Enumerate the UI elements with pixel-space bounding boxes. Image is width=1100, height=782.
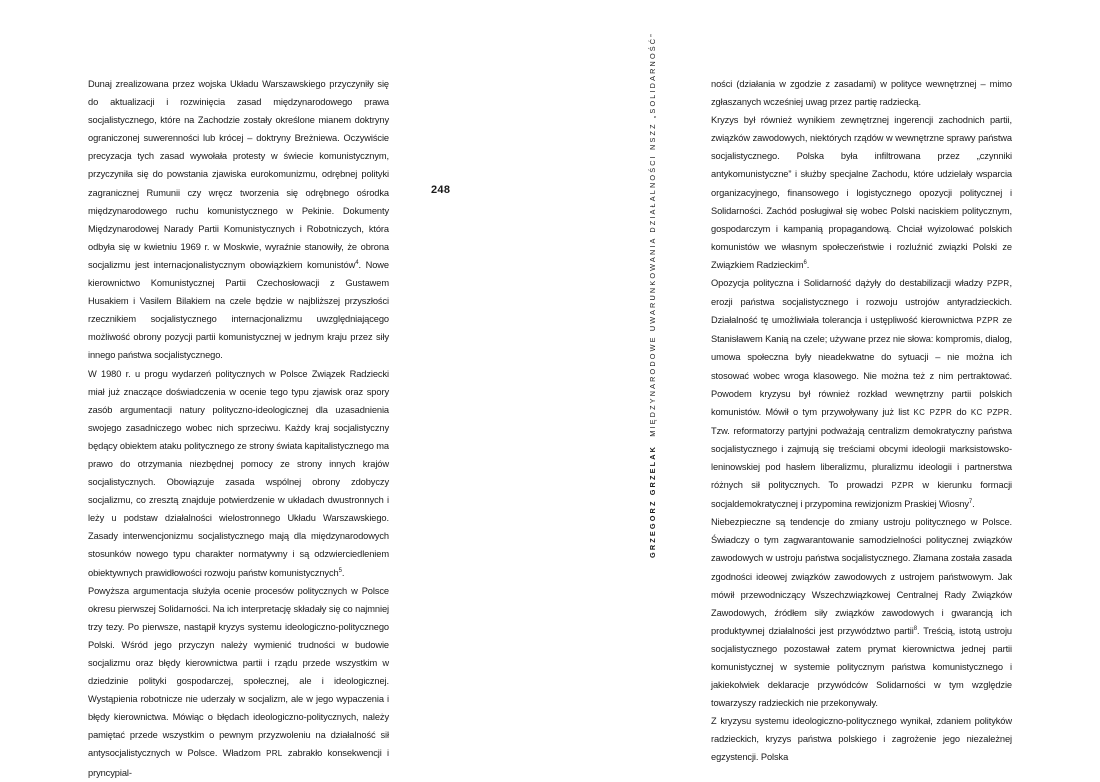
acronym: KC PZPR [913, 407, 953, 417]
text-run: w kierunku formacji socjaldemokratycznej i przypomina rewizjonizm Praskiej Wiosny [711, 480, 1012, 510]
text-run: Opozycja polityczna i Solidarność dążyły do destabilizacji władzy [711, 278, 987, 289]
acronym: PZPR [891, 481, 914, 491]
acronym: KC PZPR [970, 407, 1010, 417]
footnote-marker: 8 [913, 625, 917, 632]
right-text-column [711, 75, 1012, 767]
text-run: Z kryzysu systemu ideologiczno-politycznego wynikał, zdaniem polityków radzieckich, kryzys państwa polskiego i zagrożenie jego niezależnej egzystencji. Polska [711, 716, 1012, 763]
text-run: ze Stanisławem Kanią na czele; używane przez nie słowa: kompromis, dialog, umowa społeczna były nieadekwatne do sytuacji – nie można ich stosować wobec wroga klasowego. Nie można też z nim pertraktować. Powodem kryzysu był również rozkład wewnętrzny partii polskich komunistów. Mówił o tym przywoływany już list [711, 315, 1012, 417]
acronym: PZPR [976, 316, 999, 326]
text-run: . [972, 499, 975, 510]
paragraph [711, 75, 1012, 111]
paragraph [88, 365, 389, 582]
running-head [648, 32, 658, 558]
text-run: do [952, 406, 971, 417]
acronym: PRL [266, 749, 283, 759]
left-text-column [88, 75, 389, 782]
text-run: . Treścią, istotą ustroju socjalistycznego pozostawał zatem prymat kierownictwa jednej partii komunistycznej w systemie politycznym państwa komunistycznego i jakiekolwiek deklaracje przywódców Solidarności w tym względzie towarzyszy radzieckich nie przekonywały. [711, 625, 1012, 709]
footnote-marker: 4 [355, 259, 359, 266]
footnote-marker: 7 [968, 499, 973, 506]
text-run: Powyższa argumentacja służyła ocenie procesów politycznych w Polsce okresu pierwszej Solidarności. Na ich interpretację składały się co najmniej trzy tezy. Po pierwsze, nastąpił kryzys systemu ideologiczno-politycznego Polski. Wśród jego przyczyn należy wymienić trudności w budowie socjalizmu oraz błędy kierownictwa partii i rządu przede wszystkim w dziedzinie polityki gospodarczej, społecznej, ale i ideologicznej. Wystąpienia robotnicze nie uderzały w socjalizm, ale w jego wypaczenia i błędy kierownictwa. Mówiąc o błędach ideologiczno-politycznych, należy pamiętać przede wszystkim o pewnym przyzwoleniu na działalność sił antysocjalistycznych w Polsce. Władzom [88, 585, 389, 759]
paragraph [711, 712, 1012, 766]
acronym: PZPR [986, 279, 1010, 289]
text-run: W 1980 r. u progu wydarzeń politycznych w Polsce Związek Radziecki miał już znaczące doświadczenia w ocenie tego typu zjawisk oraz spory zasób argumentacji natury polityczno-ideologicznej dla uzasadnienia swojego zasadniczego wobec nich sprzeciwu. Każdy kraj socjalistyczny będący obiektem ataku politycznego ze strony świata kapitalistycznego ma prawo do otrzymania niezbędnej pomocy ze strony innych krajów socjalistycznych. Obowiązuje zasada wspólnej obrony zdobyczy socjalizmu, co zresztą znajduje potwierdzenie w układach dwustronnych i leży u podstaw działalności wielostronnego Układu Warszawskiego. Zasady interwencjonizmu socjalistycznego mają dla międzynarodowych stosunków nowego typu charakter normatywny i są odzwierciedleniem obiektywnych prawidłowości rozwoju państw komunistycznych [88, 368, 389, 578]
paragraph [711, 513, 1012, 712]
running-head-author: GRZEGORZ GRZELAK [648, 444, 657, 558]
text-run: ności (działania w zgodzie z zasadami) w polityce wewnętrznej – mimo zgłaszanych wcześniej uwag przez partię radziecką. [711, 79, 1012, 108]
text-run: . Nowe kierownictwo Komunistycznej Partii Czechosłowacji z Gustawem Husakiem i Vasilem Bilakiem na czele będzie w najbliższej przyszłości rzecznikiem socjalistycznego internacjonalizmu uwzględniającego możliwość obrony pozycji partii komunistycznej w jednym kraju przez siły innego państwa socjalistycznego. [88, 259, 389, 361]
page-number: 248 [431, 184, 451, 196]
paragraph [88, 582, 389, 782]
paragraph [711, 111, 1012, 274]
footnote-marker: 5 [338, 567, 342, 574]
text-run: . [341, 567, 345, 578]
paragraph [88, 75, 389, 365]
text-run: Dunaj zrealizowana przez wojska Układu Warszawskiego przyczyniły się do aktualizacji i rozwinięcia zasad międzynarodowego prawa socjalistycznego, które na Zachodzie zostały określone mianem doktryny ograniczonej suwerenności lub krócej – doktryny Breżniewa. Oczywiście precyzacja tych zasad wywołała protesty w świecie komunistycznym, przyczyniła się do powstania zjawiska eurokomunizmu, odrębnej polityki zagranicznej Rumunii czy wręcz tworzenia się odrębnego ośrodka międzynarodowego ruchu komunistycznego w Pekinie. Dokumenty Międzynarodowej Narady Partii Komunistycznych i Robotniczych, która odbyła się w kwietniu 1969 r. w Moskwie, wyraźnie stanowiły, że obrona socjalizmu jest internacjonalistycznym obowiązkiem komunistów [88, 79, 389, 270]
text-run: . [806, 259, 810, 270]
text-run: , erozji państwa socjalistycznego i rozwoju ustrojów antyradzieckich. Działalność tę umożliwiała tolerancja i ustępliwość kierownictwa [711, 278, 1012, 326]
footnote-marker: 6 [803, 259, 807, 266]
text-run: zabrakło konsekwencji i pryncypial- [88, 748, 389, 778]
text-run: Niebezpieczne są tendencje do zmiany ustroju politycznego w Polsce. Świadczy o tym zagwarantowanie samodzielności politycznej związków zawodowych w ustroju państwa socjalistycznego. Złamana została zasada zgodności ideowej związków zawodowych z ustrojem państwowym. Jak mówił przewodniczący Wszechzwiązkowej Centralnej Rady Związków Zawodowych, źródłem siły związków zawodowych i gwarancją ich produktywnej działalności jest przywództwo partii [711, 517, 1012, 636]
paragraph [711, 274, 1012, 513]
running-head-title: MIĘDZYNARODOWE UWARUNKOWANIA DZIAŁALNOŚCI NSZZ „SOLIDARNOŚĆ” [648, 32, 657, 437]
text-run: Kryzys był również wynikiem zewnętrznej ingerencji zachodnich partii, związków zawodowych, niektórych rządów w wewnętrzne sprawy państwa socjalistycznego. Polska była infiltrowana przez „czynniki antykomunistyczne” i służby specjalne Zachodu, które udzielały wsparcia organizacyjnego, finansowego i logistycznego opozycji politycznej i Solidarności. Zachód posługiwał się wobec Polski naciskiem politycznym, gospodarczym i kampanią propagandową. Chciał wyizolować polskich komunistów we własnym społeczeństwie i rozluźnić związki Polski ze Związkiem Radzieckim [711, 115, 1012, 270]
text-run: . Tzw. reformatorzy partyjni podważają centralizm demokratyczny państwa socjalistycznego i zajmują się treściami obcymi ideologii marksistowsko-leninowskiej pod hasłem liberalizmu, pluralizmu ideologii i partnerstwa różnych sił politycznych. To prowadzi [711, 406, 1012, 491]
